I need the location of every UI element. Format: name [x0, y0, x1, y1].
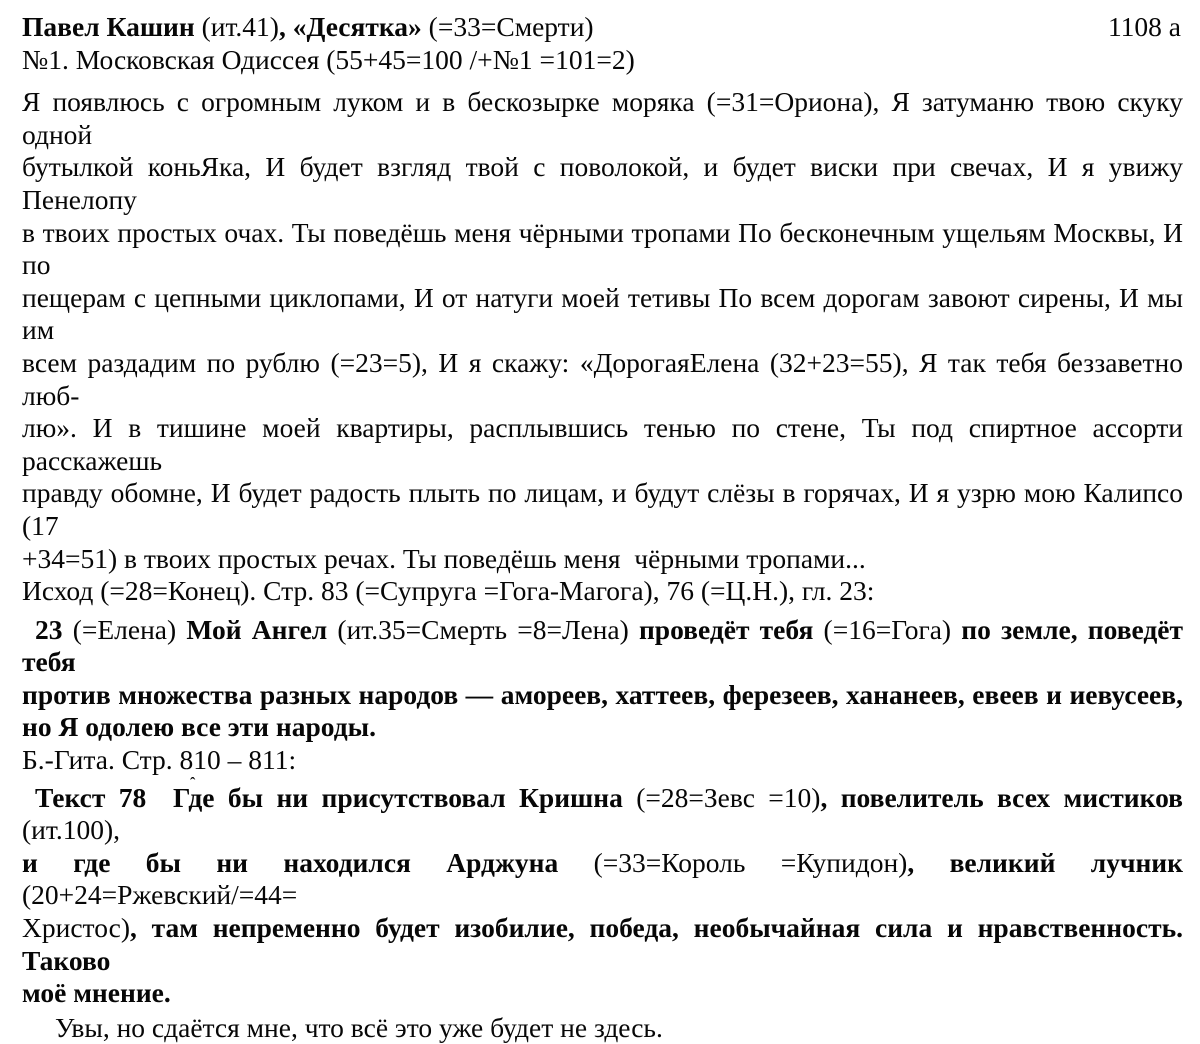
text-line: всем раздадим по рублю (=23=5), И я скажу: «ДорогаяЕлена (32+23=55), Я так тебя беззаветно люб-	[22, 346, 1183, 411]
song-title	[22, 11, 594, 44]
text-line: в твоих простых очах. Ты поведёшь меня чёрными тропами По бесконечным ущельям Москвы, И по	[22, 216, 1183, 281]
text-line: бутылкой коньЯка, И будет взгляд твой с поволокой, и будет виски при свечах, И я увижу Пенелопу	[22, 151, 1183, 215]
text-line: Христос), там непременно будет изобилие, победа, необычайная сила и нравственность. Таково	[22, 912, 1183, 976]
text-line: +34=51) в твоих простых речах. Ты поведёшь меня чёрными тропами...	[22, 542, 866, 574]
song-subtitle	[22, 44, 1183, 77]
text-line: и где бы ни находился Арджуна (=33=Король =Купидон), великий лучник (20+24=Ржевский/=44=	[22, 846, 1183, 911]
page-number: 1108 а	[1107, 11, 1181, 42]
lyrics-paragraph	[22, 86, 1183, 575]
text-line: №1. Московская Одиссея (55+45=100 /+№1 =101=2)	[22, 43, 635, 75]
text-line: Исход (=28=Конец). Стр. 83 (=Супруга =Гога-Магога), 76 (=Ц.Н.), гл. 23:	[22, 575, 875, 607]
text-line: правду обомне, И будет радость плыть по лицам, и будут слёзы в горячах, И я узрю мою Калипсо (17	[22, 477, 1183, 541]
header-row	[22, 11, 1183, 44]
closing-remark	[22, 1012, 1183, 1044]
text-line: Павел Кашин (ит.41), «Десятка» (=33=Смерти)	[22, 11, 594, 42]
gita-text-78	[22, 782, 1183, 1010]
text-line: моё мнение.	[22, 977, 171, 1009]
text-line: Я появлюсь с огромным луком и в бескозырке моряка (=31=Ориона), Я затуманю твою скуку одной	[22, 86, 1183, 150]
accent-mark-word: ˆ Где	[173, 782, 215, 813]
text-line: пещерам с цепными циклопами, И от натуги моей тетивы По всем дорогам завоют сирены, И мы им	[22, 281, 1183, 346]
gita-reference	[22, 744, 1183, 777]
text-line: но Я одолею все эти народы.	[22, 711, 377, 743]
text-line: Увы, но сдаётся мне, что всё это уже будет не здесь.	[55, 1011, 663, 1043]
text-line: против множества разных народов — амореев, хаттеев, ферезеев, хананеев, евеев и иевусеев,	[22, 678, 1183, 710]
exodus-reference	[22, 575, 1183, 608]
text-line: Б.-Гита. Стр. 810 – 811:	[22, 744, 297, 776]
exodus-verse-23	[22, 614, 1183, 744]
text-line: Текст 78 ˆ Где бы ни присутствовал Кришна (=28=Зевс =10), повелитель всех мистиков (ит.100),	[22, 782, 1183, 847]
text-line: лю». И в тишине моей квартиры, расплывшись тенью по стене, Ты под спиртное ассорти расскажешь	[22, 412, 1183, 476]
text-line: 23 (=Елена) Мой Ангел (ит.35=Смерть =8=Лена) проведёт тебя (=16=Гога) по земле, поведёт тебя	[22, 613, 1184, 678]
